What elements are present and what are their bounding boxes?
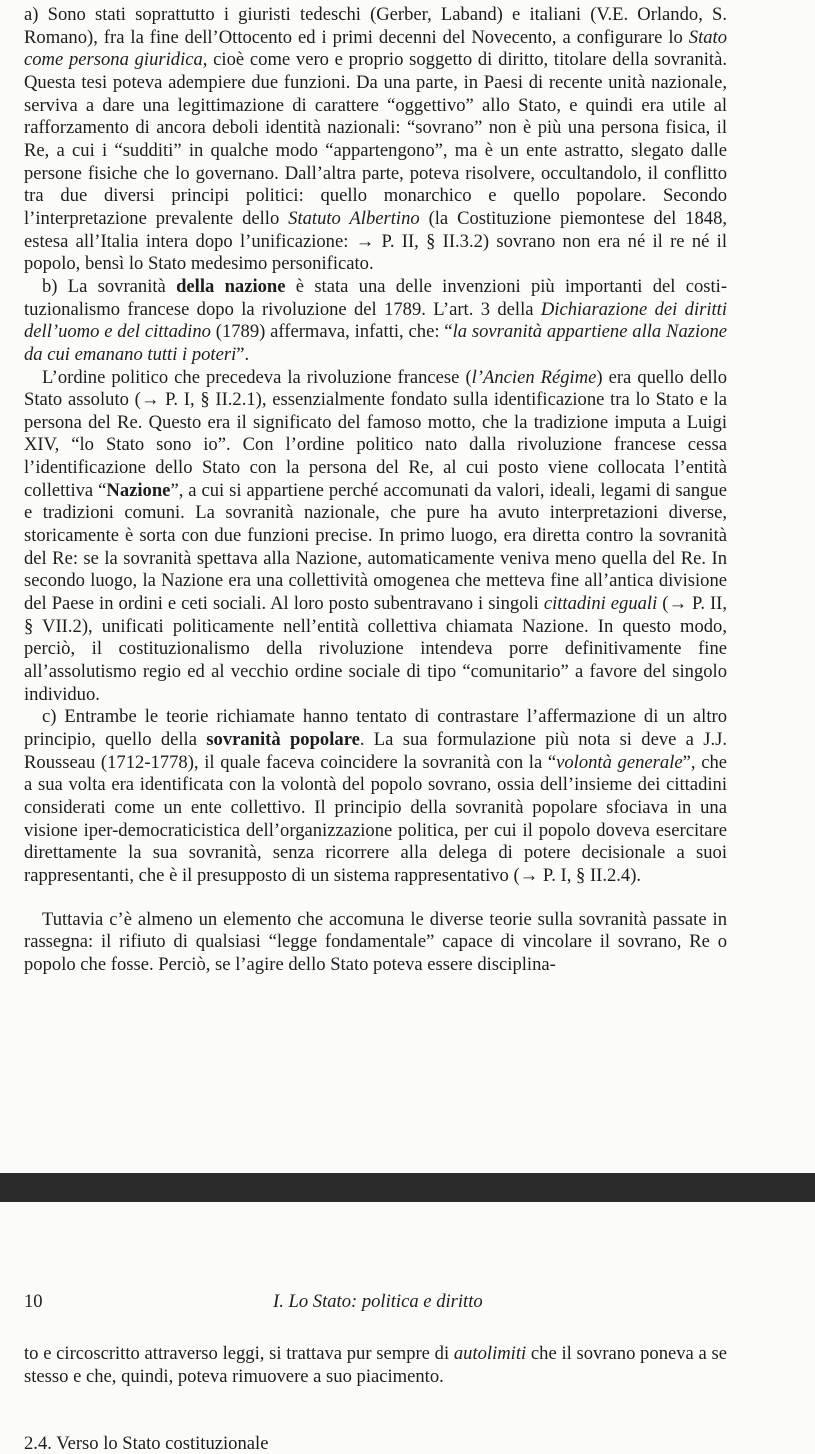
italic-run: cittadini eguali <box>543 593 658 615</box>
italic-run: autolimiti <box>453 1343 527 1364</box>
text-run: L’ordine politico che precedeva la rivoluzione francese ( <box>42 366 472 388</box>
text-run: ”, che a sua volta era identificata con la volontà del popolo sovrano, ossia dell’insieme dei cittadini considerati come un ente collettivo. Il principio della sovranità popolare sfociava in una visione iper-democraticistica dell’organizzazione politica, per cui il popolo doveva esercitare direttamente la sua sovranità, senza ricorrere alla delega di potere decisionale a suoi rappresentanti, che è il presupposto di un sistema rappresentativo (→ P. I, § II.2.4). <box>24 751 727 886</box>
italic-run: Stato come persona giuridica <box>24 26 727 71</box>
text-run: (la Costituzione piemontese del 1848, estesa all’Italia intera dopo l’unificazione: → P. II, § II.3.2) sovrano non era né il re né il popolo, bensì lo Stato medesimo personificato. <box>24 207 728 275</box>
italic-run: Statuto Albertino <box>288 207 420 229</box>
page-separator-band <box>0 1173 815 1202</box>
italic-run: volontà generale <box>556 751 683 773</box>
text-run: (→ P. II, § VII.2), unificati politicamente nell’entità collettiva chiamata Nazione. In questo modo, perciò, il costituzionalismo della rivoluzione intendeva porre definitivamente fine all’assolutismo regio ed al vecchio ordine sociale di tipo “comunitario” a favore del singolo individuo. <box>24 593 727 705</box>
italic-run: la sovranità appartiene alla Nazione da cui emanano tutti i poteri <box>24 321 727 365</box>
page-number: 10 <box>24 1291 43 1312</box>
text-run: ) era quello dello Stato assoluto (→ P. I, § II.2.1), essenzialmente fondato sulla identificazione tra lo Stato e la persona del Re. Questo era il significato del famoso motto, che la tradizione imputa a Luigi XIV, “lo Stato sono io”. Con l’ordine politico nato dalla rivoluzione francese cessa l’identificazione dello Stato con la persona del Re, al cui posto viene collocata l’entità collettiva “ <box>24 366 727 501</box>
text-run: è stata una delle invenzioni più importanti del costituzionalismo francese dopo la rivoluzione del 1789. L’art. 3 della <box>24 275 728 320</box>
text-run: c) Entrambe le teorie richiamate hanno tentato di contrastare l’affermazione di un altro principio, quello della <box>24 706 727 750</box>
cut-off-heading <box>24 1430 524 1454</box>
text-run: a) Sono stati soprattutto i giuristi tedeschi (Gerber, Laband) e italiani (V.E. Orlando, S. Romano), fra la fine dell’Ottocento ed i primi decenni del Novecento, a configurare lo <box>24 4 727 48</box>
text-run: . La sua formulazione più nota si deve a J.J. Rousseau (1712-1778), il quale faceva coincidere la sovranità con la “ <box>24 729 727 773</box>
text-run: b) La sovranità <box>42 275 177 297</box>
italic-run: Dichiarazione dei diritti dell’uomo e del cittadino <box>24 298 728 343</box>
cut-off-heading-text: 2.4. Verso lo Stato costituzionale <box>24 1433 269 1454</box>
text-run: che il sovrano poneva a se stesso e che, quindi, poteva rimuovere a suo piacimento. <box>24 1343 727 1387</box>
paragraph-ancien-regime <box>24 367 727 707</box>
paragraph-common-element <box>24 909 727 977</box>
text-run: to e circoscritto attraverso leggi, si trattava pur sempre di <box>24 1343 454 1364</box>
paragraph-b-nation <box>24 276 727 367</box>
paragraph-a-legal-person <box>24 4 727 276</box>
text-run: Tuttavia c’è almeno un elemento che accomuna le diverse teorie sulla sovranità passate in rassegna: il rifiuto di qualsiasi “legge fondamentale” capace di vincolare il sovrano, Re o popolo che fosse. Perciò, se l’agire dello Stato poteva essere disciplina- <box>24 908 727 975</box>
bold-run: sovranità popolare <box>206 729 360 750</box>
text-run: , cioè come vero e proprio soggetto di diritto, titolare della sovranità. Questa tesi poteva adempiere due funzioni. Da una parte, in Paesi di recente unità nazionale, serviva a dare una legittimazione di carattere “oggettivo” allo Stato, e quindi era utile al rafforzamento di ancora deboli identità nazionali: “sovrano” non è più una persona fisica, il Re, a cui i “sudditi” in qualche modo “appartengono”, ma è un ente astratto, slegato dalle persone fisiche che lo governano. Dall’altra parte, poteva risolvere, occultandolo, il conflitto tra due diversi principi politici: quello monarchico e quello popolare. Secondo l’interpretazione prevalente dello <box>24 49 727 229</box>
lower-page <box>0 1202 815 1440</box>
chapter-running-title: I. Lo Stato: politica e diritto <box>273 1291 483 1312</box>
text-run: ”, a cui si appartiene perché accomunati da valori, ideali, legami di sangue e tradizioni comuni. La sovranità nazionale, che pure ha avuto interpretazioni diverse, storicamente è sorta con due funzioni precise. In primo luogo, era diretta contro la sovranità del Re: se la sovranità spettava alla Nazione, automaticamente veniva meno quella del Re. In secondo luogo, la Nazione era una collettività omogenea che metteva fine all’antica divisione del Paese in ordini e ceti sociali. Al loro posto subentravano i singoli <box>24 479 727 615</box>
paragraph-c-popular-sovereignty <box>24 706 727 887</box>
bold-run: della nazione <box>176 275 286 297</box>
text-run: (1789) affermava, infatti, che: “ <box>210 321 453 343</box>
text-run: ”. <box>236 343 250 365</box>
bold-run: Nazione <box>106 479 171 501</box>
lower-page-body <box>24 1343 727 1388</box>
italic-run: l’Ancien Régime <box>471 366 597 388</box>
paragraph-continuation <box>24 1343 727 1388</box>
upper-page-body <box>24 4 727 977</box>
